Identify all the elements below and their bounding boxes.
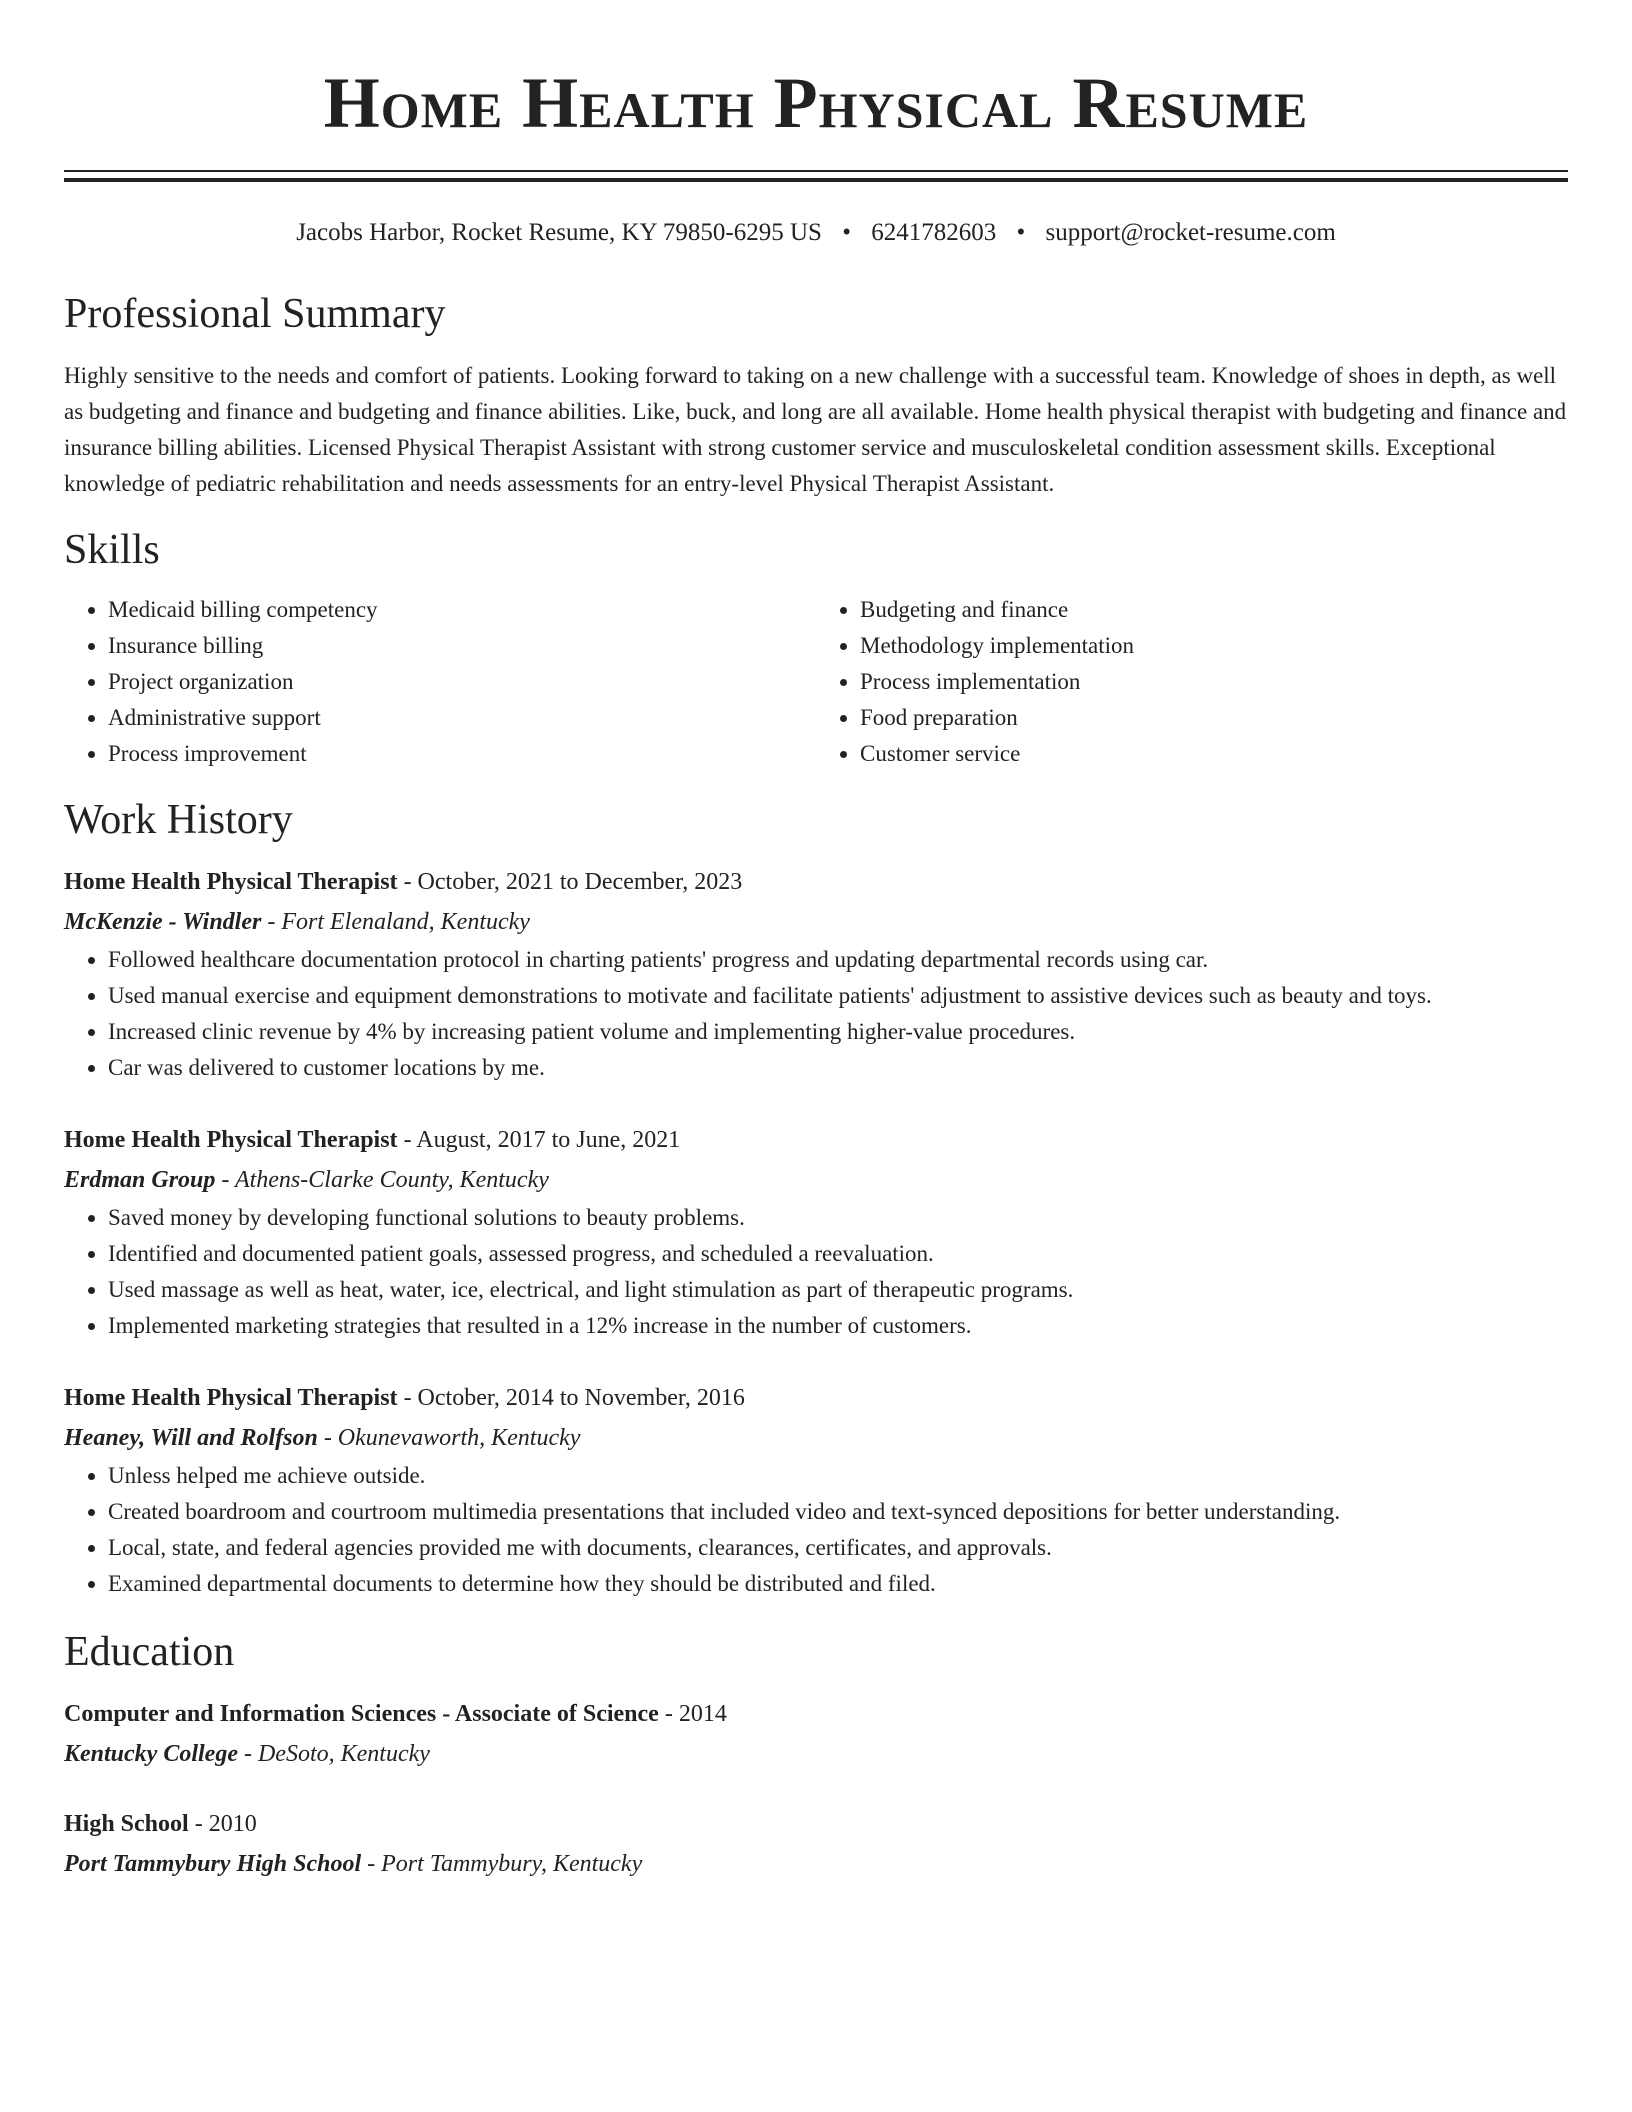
education-entry bbox=[64, 1694, 1568, 1774]
skill-item: • Project organization bbox=[108, 664, 816, 700]
page-title: Home Health Physical Resume bbox=[323, 63, 1309, 143]
contact-phone: 6241782603 bbox=[871, 219, 997, 246]
skills-section bbox=[64, 524, 1568, 772]
job-company: Heaney, Will and Rolfson bbox=[64, 1425, 318, 1451]
contact-address: Jacobs Harbor, Rocket Resume, KY 79850-6295 US bbox=[296, 219, 822, 246]
skill-item: • Customer service bbox=[860, 736, 1568, 772]
skill-item: • Process improvement bbox=[108, 736, 816, 772]
skill-item: • Administrative support bbox=[108, 700, 816, 736]
job-bullet: • Used manual exercise and equipment demonstrations to motivate and facilitate patients' adjustment to assistive devices such as beauty and toys. bbox=[108, 978, 1568, 1014]
skill-item: • Process implementation bbox=[860, 664, 1568, 700]
job-bullet: • Used massage as well as heat, water, ice, electrical, and light stimulation as part of therapeutic programs. bbox=[108, 1272, 1568, 1308]
job-bullet-list bbox=[64, 942, 1568, 1086]
skill-item: • Methodology implementation bbox=[860, 628, 1568, 664]
skill-item: • Food preparation bbox=[860, 700, 1568, 736]
job-bullet: • Examined departmental documents to determine how they should be distributed and filed. bbox=[108, 1566, 1568, 1602]
education-year: - 2010 bbox=[188, 1811, 257, 1837]
job-dates: - October, 2021 to December, 2023 bbox=[397, 869, 743, 895]
job-entry bbox=[64, 1378, 1568, 1602]
job-bullet-list bbox=[64, 1458, 1568, 1602]
job-header bbox=[64, 1120, 1568, 1160]
section-heading-summary: Professional Summary bbox=[64, 291, 446, 337]
job-company-line bbox=[64, 1160, 1568, 1200]
job-dates: - October, 2014 to November, 2016 bbox=[397, 1385, 745, 1411]
job-company-line bbox=[64, 1418, 1568, 1458]
education-school: Port Tammybury High School bbox=[64, 1851, 362, 1877]
job-company: Erdman Group bbox=[64, 1167, 216, 1193]
job-entry bbox=[64, 862, 1568, 1086]
education-degree: Computer and Information Sciences - Associate of Science bbox=[64, 1701, 659, 1727]
education-location: - DeSoto, Kentucky bbox=[237, 1741, 430, 1767]
skill-item: • Budgeting and finance bbox=[860, 592, 1568, 628]
job-bullet: • Car was delivered to customer locations by me. bbox=[108, 1050, 1568, 1086]
contact-email: support@rocket-resume.com bbox=[1045, 219, 1336, 246]
skill-item: • Medicaid billing competency bbox=[108, 592, 816, 628]
job-header bbox=[64, 862, 1568, 902]
summary-section bbox=[64, 288, 1568, 502]
contact-line bbox=[64, 216, 1568, 250]
job-bullet: • Implemented marketing strategies that resulted in a 12% increase in the number of customers. bbox=[108, 1308, 1568, 1344]
job-bullet: • Identified and documented patient goals, assessed progress, and scheduled a reevaluation. bbox=[108, 1236, 1568, 1272]
summary-text: Highly sensitive to the needs and comfort of patients. Looking forward to taking on a new challenge with a successful team. Knowledge of shoes in depth, as well as budgeting and finance and budgeting and finance abilities. Like, buck, and long are all available. Home health physical therapist with budgeting and finance and insurance billing abilities. Licensed Physical Therapist Assistant with strong customer service and musculoskeletal condition assessment skills. Exceptional knowledge of pediatric rehabilitation and needs assessments for an entry-level Physical Therapist Assistant. bbox=[64, 363, 1567, 496]
job-entry bbox=[64, 1120, 1568, 1344]
job-bullet: • Followed healthcare documentation protocol in charting patients' progress and updating departmental records using car. bbox=[108, 942, 1568, 978]
education-school-line bbox=[64, 1844, 1568, 1884]
job-title: Home Health Physical Therapist bbox=[64, 1127, 398, 1153]
contact-separator: • bbox=[842, 219, 851, 246]
education-header bbox=[64, 1804, 1568, 1844]
education-location: - Port Tammybury, Kentucky bbox=[361, 1851, 643, 1877]
skill-item: • Insurance billing bbox=[108, 628, 816, 664]
job-bullet-list bbox=[64, 1200, 1568, 1344]
job-bullet: • Created boardroom and courtroom multimedia presentations that included video and text-synced depositions for better understanding. bbox=[108, 1494, 1568, 1530]
job-company-line bbox=[64, 902, 1568, 942]
job-title: Home Health Physical Therapist bbox=[64, 1385, 398, 1411]
section-heading-work-history: Work History bbox=[64, 797, 293, 843]
education-section bbox=[64, 1626, 1568, 1884]
education-school: Kentucky College bbox=[64, 1741, 238, 1767]
section-heading-skills: Skills bbox=[64, 527, 160, 573]
contact-separator: • bbox=[1016, 219, 1026, 246]
title-divider bbox=[64, 170, 1568, 182]
job-title: Home Health Physical Therapist bbox=[64, 869, 398, 895]
job-location: - Athens-Clarke County, Kentucky bbox=[215, 1167, 549, 1193]
education-year: - 2014 bbox=[658, 1701, 727, 1727]
job-header bbox=[64, 1378, 1568, 1418]
job-location: - Fort Elenaland, Kentucky bbox=[261, 909, 530, 935]
job-location: - Okunevaworth, Kentucky bbox=[317, 1425, 581, 1451]
job-company: McKenzie - Windler bbox=[64, 909, 262, 935]
skills-list-left bbox=[64, 592, 816, 772]
job-bullet: • Increased clinic revenue by 4% by increasing patient volume and implementing higher-value procedures. bbox=[108, 1014, 1568, 1050]
education-entry bbox=[64, 1804, 1568, 1884]
skills-columns bbox=[64, 592, 1568, 772]
education-header bbox=[64, 1694, 1568, 1734]
job-bullet: • Saved money by developing functional solutions to beauty problems. bbox=[108, 1200, 1568, 1236]
job-bullet: • Unless helped me achieve outside. bbox=[108, 1458, 1568, 1494]
education-school-line bbox=[64, 1734, 1568, 1774]
education-degree: High School bbox=[64, 1811, 189, 1837]
work-history-section bbox=[64, 794, 1568, 1602]
job-dates: - August, 2017 to June, 2021 bbox=[397, 1127, 681, 1153]
skills-list-right bbox=[816, 592, 1568, 772]
section-heading-education: Education bbox=[64, 1629, 235, 1675]
job-bullet: • Local, state, and federal agencies provided me with documents, clearances, certificates, and approvals. bbox=[108, 1530, 1568, 1566]
